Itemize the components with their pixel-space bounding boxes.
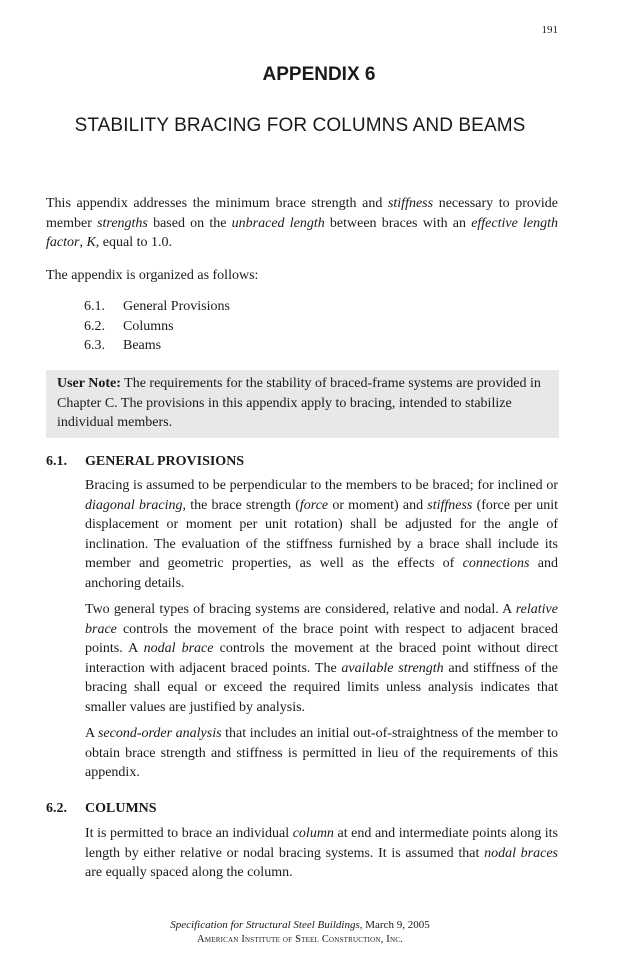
text: controls the movement of the brace point with respect to adjacent braced points. A bbox=[85, 621, 558, 657]
footer-spec bbox=[0, 919, 600, 931]
toc-item bbox=[84, 297, 230, 317]
section-heading-6-1 bbox=[46, 452, 244, 472]
text: This appendix addresses the minimum brace strength and bbox=[46, 196, 388, 211]
user-note-box bbox=[46, 370, 559, 438]
text: and stiffness of the bracing shall equal or exceed the required limits unless analysis indicates that smaller values are justified by analysis. bbox=[85, 660, 558, 715]
section-title: COLUMNS bbox=[85, 801, 157, 816]
text: and anchoring details. bbox=[85, 556, 558, 591]
toc-label: Beams bbox=[123, 338, 162, 354]
appendix-title: STABILITY BRACING FOR COLUMNS AND BEAMS bbox=[74, 115, 526, 136]
term-strengths: strengths bbox=[97, 215, 148, 231]
user-note-label: User Note: bbox=[57, 376, 121, 391]
term-second-order-analysis: second-order analysis bbox=[97, 726, 222, 741]
toc-number: 6.1. bbox=[84, 299, 105, 314]
toc-label: Columns bbox=[123, 318, 174, 334]
toc-item bbox=[84, 336, 230, 356]
text: based on the bbox=[147, 215, 232, 231]
footer-spec-title: Specification for Structural Steel Buildings, bbox=[170, 919, 363, 931]
term-force: force bbox=[299, 497, 329, 513]
section-6-1-paragraph-1 bbox=[85, 476, 558, 594]
section-6-1-paragraph-3 bbox=[85, 724, 558, 783]
term-diagonal-bracing: diagonal bracing bbox=[85, 497, 183, 513]
text: , the brace strength ( bbox=[182, 497, 300, 513]
text: Bracing is assumed to be perpendicular to the members to be braced; for inclined or bbox=[85, 478, 558, 493]
user-note-text: The requirements for the stability of braced-frame systems are provided in Chapter C. The provisions in this appendix apply to bracing, intended to stabilize individual members. bbox=[57, 376, 541, 431]
footer-date: March 9, 2005 bbox=[362, 919, 430, 931]
text: at end and intermediate points along its length by either relative or nodal bracing systems. It is assumed that bbox=[85, 826, 558, 861]
text: A bbox=[85, 726, 98, 741]
section-number: 6.1. bbox=[46, 454, 67, 469]
text: Two general types of bracing systems are considered, relative and nodal. A bbox=[85, 602, 516, 617]
appendix-number: APPENDIX 6 bbox=[262, 64, 376, 85]
footer-publisher: American Institute of Steel Construction, Inc. bbox=[197, 934, 403, 945]
toc-number: 6.2. bbox=[84, 318, 105, 334]
term-nodal-brace: nodal brace bbox=[143, 641, 214, 657]
toc-item bbox=[84, 317, 230, 337]
toc-list bbox=[84, 297, 230, 356]
intro-paragraph bbox=[46, 194, 558, 253]
text: , bbox=[79, 235, 87, 251]
toc-label: General Provisions bbox=[123, 299, 230, 314]
term-relative-brace: relative brace bbox=[85, 602, 558, 637]
organized-paragraph: The appendix is organized as follows: bbox=[46, 268, 259, 283]
term-effective-length-factor: effective length factor bbox=[46, 215, 559, 251]
text: necessary to provide member bbox=[46, 196, 558, 231]
term-connections: connections bbox=[462, 556, 530, 572]
section-heading-6-2 bbox=[46, 799, 157, 819]
section-6-2-paragraph-1 bbox=[85, 824, 558, 883]
term-stiffness: stiffness bbox=[387, 196, 434, 211]
section-title: GENERAL PROVISIONS bbox=[85, 454, 245, 469]
term-available-strength: available strength bbox=[341, 660, 444, 676]
text: (force per unit displacement or moment per unit rotation) shall be adjusted for the angle of inclination. The evaluation of the stiffness furnished by a brace shall include its member and geometric properties, as well as the effects of bbox=[85, 497, 558, 572]
term-stiffness: stiffness bbox=[427, 497, 473, 513]
text: are equally spaced along the column. bbox=[85, 865, 293, 881]
term-column: column bbox=[292, 826, 334, 841]
section-6-1-paragraph-2 bbox=[85, 600, 558, 718]
text: that includes an initial out-of-straightness of the member to obtain brace strength and stiffness is permitted in lieu of the requirements of this appendix. bbox=[85, 726, 558, 781]
text: or moment) and bbox=[328, 497, 428, 513]
term-unbraced-length: unbraced length bbox=[231, 215, 325, 231]
section-number: 6.2. bbox=[46, 801, 67, 816]
text: , equal to 1.0. bbox=[95, 235, 173, 251]
text: It is permitted to brace an individual bbox=[85, 826, 293, 841]
symbol-k: K bbox=[86, 235, 96, 251]
toc-number: 6.3. bbox=[84, 338, 105, 354]
term-nodal-braces: nodal braces bbox=[484, 845, 559, 861]
page-number: 191 bbox=[541, 24, 558, 36]
text: controls the movement at the braced point without direct interaction with adjacent braced points. The bbox=[85, 641, 558, 676]
text: between braces with an bbox=[324, 215, 472, 231]
